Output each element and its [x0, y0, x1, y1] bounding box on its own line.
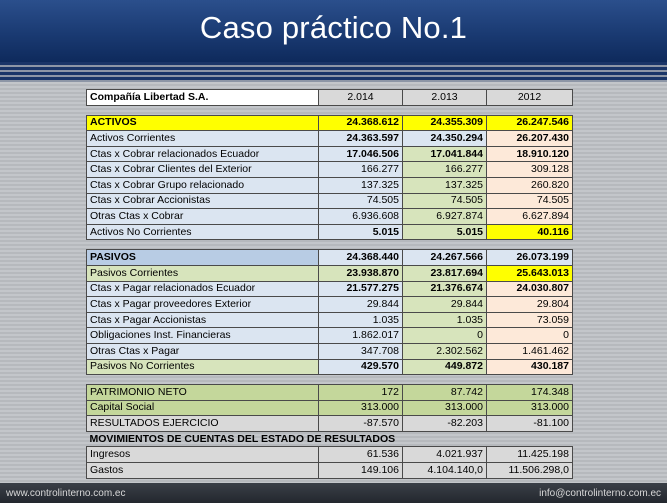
- row-label: Activos Corrientes: [87, 131, 319, 147]
- header-stripes: [0, 62, 667, 82]
- row-label: Otras Ctas x Cobrar: [87, 209, 319, 225]
- row-label: RESULTADOS EJERCICIO: [87, 416, 319, 432]
- row-value-2013: 29.844: [403, 297, 487, 313]
- row-label: Pasivos No Corrientes: [87, 359, 319, 375]
- row-value-2014: 347.708: [319, 343, 403, 359]
- company-name: Compañía Libertad S.A.: [87, 90, 319, 106]
- row-value-2012: 260.820: [487, 177, 573, 193]
- row-label: Ctas x Cobrar Clientes del Exterior: [87, 162, 319, 178]
- row-value-2014: 149.106: [319, 463, 403, 479]
- row-value-2013: 166.277: [403, 162, 487, 178]
- row-label: Otras Ctas x Pagar: [87, 343, 319, 359]
- row-value-2013: 24.350.294: [403, 131, 487, 147]
- row-value-2013: 2.302.562: [403, 343, 487, 359]
- row-value-2013: 23.817.694: [403, 265, 487, 281]
- row-value-2012: 29.804: [487, 297, 573, 313]
- movimientos-label: MOVIMIENTOS DE CUENTAS DEL ESTADO DE RESULTADOS: [87, 431, 573, 447]
- table-row: [87, 463, 573, 479]
- row-value-2013: 4.021.937: [403, 447, 487, 463]
- pasivos-2014: 24.368.440: [319, 250, 403, 266]
- row-value-2014: 313.000: [319, 400, 403, 416]
- table-row: [87, 281, 573, 297]
- row-value-2013: -82.203: [403, 416, 487, 432]
- row-value-2012: 11.425.198: [487, 447, 573, 463]
- row-value-2013: 449.872: [403, 359, 487, 375]
- patrimonio-2013: 87.742: [403, 385, 487, 401]
- row-label: Ingresos: [87, 447, 319, 463]
- row-value-2012: 73.059: [487, 312, 573, 328]
- row-label: Ctas x Pagar proveedores Exterior: [87, 297, 319, 313]
- row-label: Ctas x Pagar Accionistas: [87, 312, 319, 328]
- pasivos-label: PASIVOS: [87, 250, 319, 266]
- row-value-2012: 313.000: [487, 400, 573, 416]
- table-row: [87, 209, 573, 225]
- row-value-2014: -87.570: [319, 416, 403, 432]
- row-value-2014: 137.325: [319, 177, 403, 193]
- row-value-2014: 6.936.608: [319, 209, 403, 225]
- row-value-2012: 40.116: [487, 224, 573, 240]
- year-2012: 2012: [487, 90, 573, 106]
- pasivos-2013: 24.267.566: [403, 250, 487, 266]
- table-row: [87, 193, 573, 209]
- table-header-row: [87, 90, 573, 106]
- row-value-2012: -81.100: [487, 416, 573, 432]
- activos-2014: 24.368.612: [319, 115, 403, 131]
- row-value-2013: 137.325: [403, 177, 487, 193]
- row-value-2013: 1.035: [403, 312, 487, 328]
- patrimonio-2012: 174.348: [487, 385, 573, 401]
- table-row: [87, 146, 573, 162]
- footer-bar: [0, 483, 667, 503]
- table-row: [87, 400, 573, 416]
- row-label: Capital Social: [87, 400, 319, 416]
- row-value-2013: 4.104.140,0: [403, 463, 487, 479]
- row-value-2012: 6.627.894: [487, 209, 573, 225]
- row-value-2012: 1.461.462: [487, 343, 573, 359]
- patrimonio-label: PATRIMONIO NETO: [87, 385, 319, 401]
- row-value-2014: 21.577.275: [319, 281, 403, 297]
- row-value-2012: 74.505: [487, 193, 573, 209]
- row-value-2012: 0: [487, 328, 573, 344]
- activos-label: ACTIVOS: [87, 115, 319, 131]
- row-label: Obligaciones Inst. Financieras: [87, 328, 319, 344]
- table-row: [87, 131, 573, 147]
- row-value-2014: 61.536: [319, 447, 403, 463]
- row-value-2014: 429.570: [319, 359, 403, 375]
- slide-header: [0, 0, 667, 62]
- row-value-2014: 24.363.597: [319, 131, 403, 147]
- row-value-2014: 1.862.017: [319, 328, 403, 344]
- year-2013: 2.013: [403, 90, 487, 106]
- pasivos-total-row: [87, 250, 573, 266]
- row-value-2012: 18.910.120: [487, 146, 573, 162]
- movimientos-header-row: [87, 431, 573, 447]
- row-label: Ctas x Cobrar relacionados Ecuador: [87, 146, 319, 162]
- row-label: Ctas x Cobrar Accionistas: [87, 193, 319, 209]
- row-value-2014: 17.046.506: [319, 146, 403, 162]
- row-value-2014: 74.505: [319, 193, 403, 209]
- table-row: [87, 265, 573, 281]
- row-value-2012: 309.128: [487, 162, 573, 178]
- table-row: [87, 447, 573, 463]
- row-value-2013: 0: [403, 328, 487, 344]
- activos-total-row: [87, 115, 573, 131]
- table-row: [87, 328, 573, 344]
- table-row: [87, 416, 573, 432]
- footer-website: www.controlinterno.com.ec: [6, 488, 126, 499]
- patrimonio-2014: 172: [319, 385, 403, 401]
- financial-table: [86, 89, 573, 479]
- row-label: Ctas x Pagar relacionados Ecuador: [87, 281, 319, 297]
- table-row: [87, 224, 573, 240]
- table-row: [87, 343, 573, 359]
- row-value-2014: 1.035: [319, 312, 403, 328]
- table-row: [87, 177, 573, 193]
- row-value-2014: 5.015: [319, 224, 403, 240]
- row-value-2013: 313.000: [403, 400, 487, 416]
- row-value-2012: 430.187: [487, 359, 573, 375]
- table-row: [87, 162, 573, 178]
- row-value-2012: 24.030.807: [487, 281, 573, 297]
- activos-2013: 24.355.309: [403, 115, 487, 131]
- table-row: [87, 359, 573, 375]
- row-label: Pasivos Corrientes: [87, 265, 319, 281]
- row-label: Gastos: [87, 463, 319, 479]
- patrimonio-total-row: [87, 385, 573, 401]
- row-label: Ctas x Cobrar Grupo relacionado: [87, 177, 319, 193]
- footer-email: info@controlinterno.com.ec: [539, 488, 661, 499]
- row-value-2012: 25.643.013: [487, 265, 573, 281]
- table-row: [87, 297, 573, 313]
- row-label: Activos No Corrientes: [87, 224, 319, 240]
- row-value-2013: 21.376.674: [403, 281, 487, 297]
- row-value-2012: 11.506.298,0: [487, 463, 573, 479]
- row-value-2012: 26.207.430: [487, 131, 573, 147]
- row-value-2013: 17.041.844: [403, 146, 487, 162]
- row-value-2013: 5.015: [403, 224, 487, 240]
- slide-title: Caso práctico No.1: [199, 10, 468, 45]
- row-value-2014: 29.844: [319, 297, 403, 313]
- row-value-2013: 6.927.874: [403, 209, 487, 225]
- pasivos-2012: 26.073.199: [487, 250, 573, 266]
- table-row: [87, 312, 573, 328]
- row-value-2014: 166.277: [319, 162, 403, 178]
- row-value-2013: 74.505: [403, 193, 487, 209]
- year-2014: 2.014: [319, 90, 403, 106]
- row-value-2014: 23.938.870: [319, 265, 403, 281]
- activos-2012: 26.247.546: [487, 115, 573, 131]
